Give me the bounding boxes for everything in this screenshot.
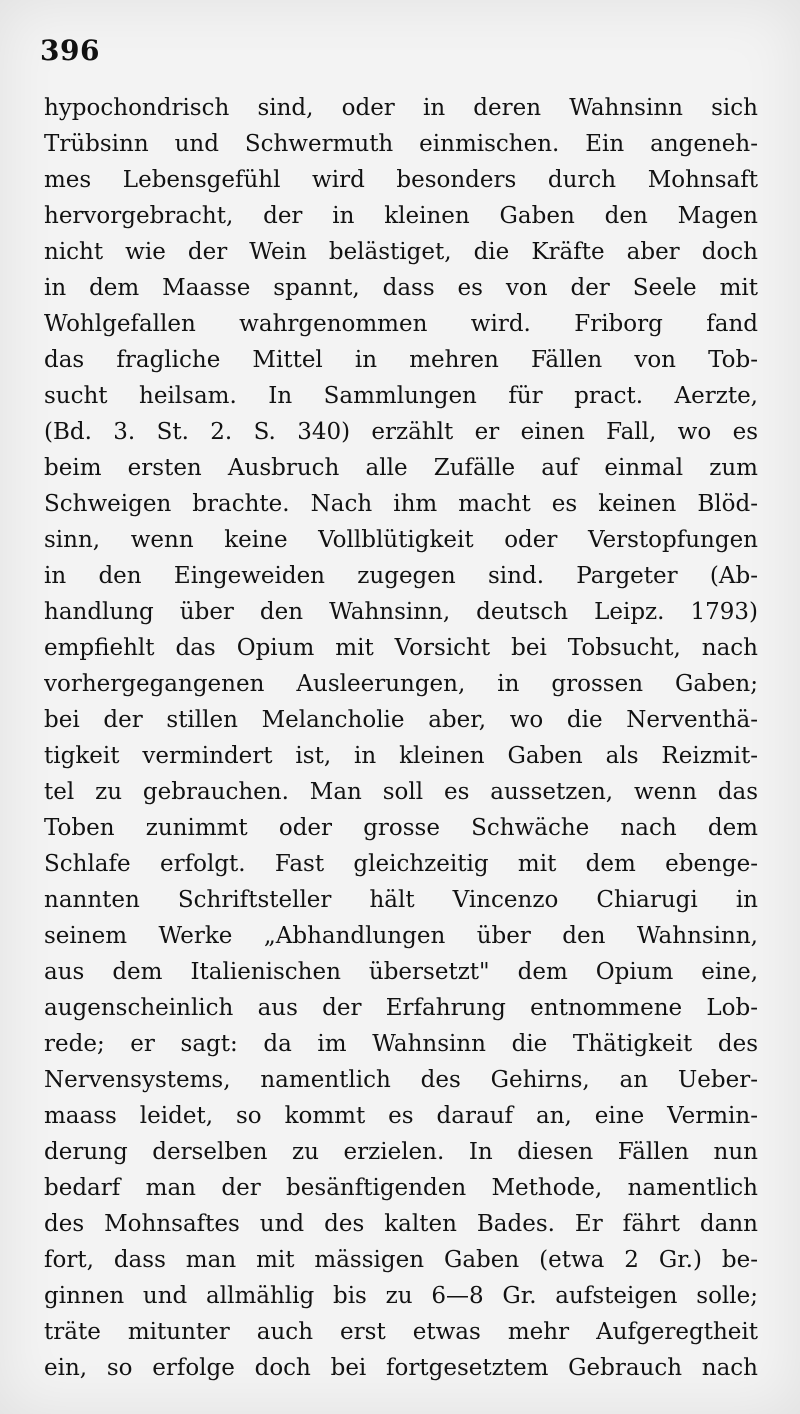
text-line: Schlafe erfolgt. Fast gleichzeitig mit dem ebenge- [44,851,758,877]
text-line: handlung über den Wahnsinn, deutsch Leipz. 1793) [44,599,758,625]
text-line: das fragliche Mittel in mehren Fällen von Tob- [44,347,758,373]
body-text [44,90,758,1386]
text-line: tigkeit vermindert ist, in kleinen Gaben als Reizmit- [44,743,758,769]
text-line: rede; er sagt: da im Wahnsinn die Thätigkeit des [44,1031,758,1057]
text-line: Wohlgefallen wahrgenommen wird. Friborg fand [44,311,758,337]
text-line: aus dem Italienischen übersetzt" dem Opium eine, [44,959,758,985]
text-line: sinn, wenn keine Vollblütigkeit oder Verstopfungen [44,527,758,553]
text-line: seinem Werke „Abhandlungen über den Wahnsinn, [44,923,758,949]
text-line: nicht wie der Wein belästiget, die Kräfte aber doch [44,239,758,265]
text-line: Nervensystems, namentlich des Gehirns, an Ueber- [44,1067,758,1093]
text-line: hypochondrisch sind, oder in deren Wahnsinn sich [44,95,758,121]
text-line: vorhergegangenen Ausleerungen, in grossen Gaben; [44,671,758,697]
text-line: in den Eingeweiden zugegen sind. Pargeter (Ab- [44,563,758,589]
text-line: des Mohnsaftes und des kalten Bades. Er fährt dann [44,1211,758,1237]
text-line: hervorgebracht, der in kleinen Gaben den Magen [44,203,758,229]
text-line: maass leidet, so kommt es darauf an, eine Vermin- [44,1103,758,1129]
text-line: ein, so erfolge doch bei fortgesetztem Gebrauch nach [44,1355,758,1381]
text-line: Schweigen brachte. Nach ihm macht es keinen Blöd- [44,491,758,517]
text-line: mes Lebensgefühl wird besonders durch Mohnsaft [44,167,758,193]
text-line: nannten Schriftsteller hält Vincenzo Chiarugi in [44,887,758,913]
text-line: derung derselben zu erzielen. In diesen Fällen nun [44,1139,758,1165]
text-line: bedarf man der besänftigenden Methode, namentlich [44,1175,758,1201]
text-line: in dem Maasse spannt, dass es von der Seele mit [44,275,758,301]
text-line: empfiehlt das Opium mit Vorsicht bei Tobsucht, nach [44,635,758,661]
text-line: (Bd. 3. St. 2. S. 340) erzählt er einen Fall, wo es [44,419,758,445]
text-line: sucht heilsam. In Sammlungen für pract. Aerzte, [44,383,758,409]
text-line: fort, dass man mit mässigen Gaben (etwa 2 Gr.) be- [44,1247,758,1273]
text-line: Toben zunimmt oder grosse Schwäche nach dem [44,815,758,841]
text-line: bei der stillen Melancholie aber, wo die Nerventhä- [44,707,758,733]
text-line: tel zu gebrauchen. Man soll es aussetzen, wenn das [44,779,758,805]
text-line: ginnen und allmählig bis zu 6—8 Gr. aufsteigen solle; [44,1283,758,1309]
text-line: augenscheinlich aus der Erfahrung entnommene Lob- [44,995,758,1021]
text-line: träte mitunter auch erst etwas mehr Aufgeregtheit [44,1319,758,1345]
text-line: beim ersten Ausbruch alle Zufälle auf einmal zum [44,455,758,481]
page-number: 396 [40,34,100,67]
text-line: Trübsinn und Schwermuth einmischen. Ein angeneh- [44,131,758,157]
